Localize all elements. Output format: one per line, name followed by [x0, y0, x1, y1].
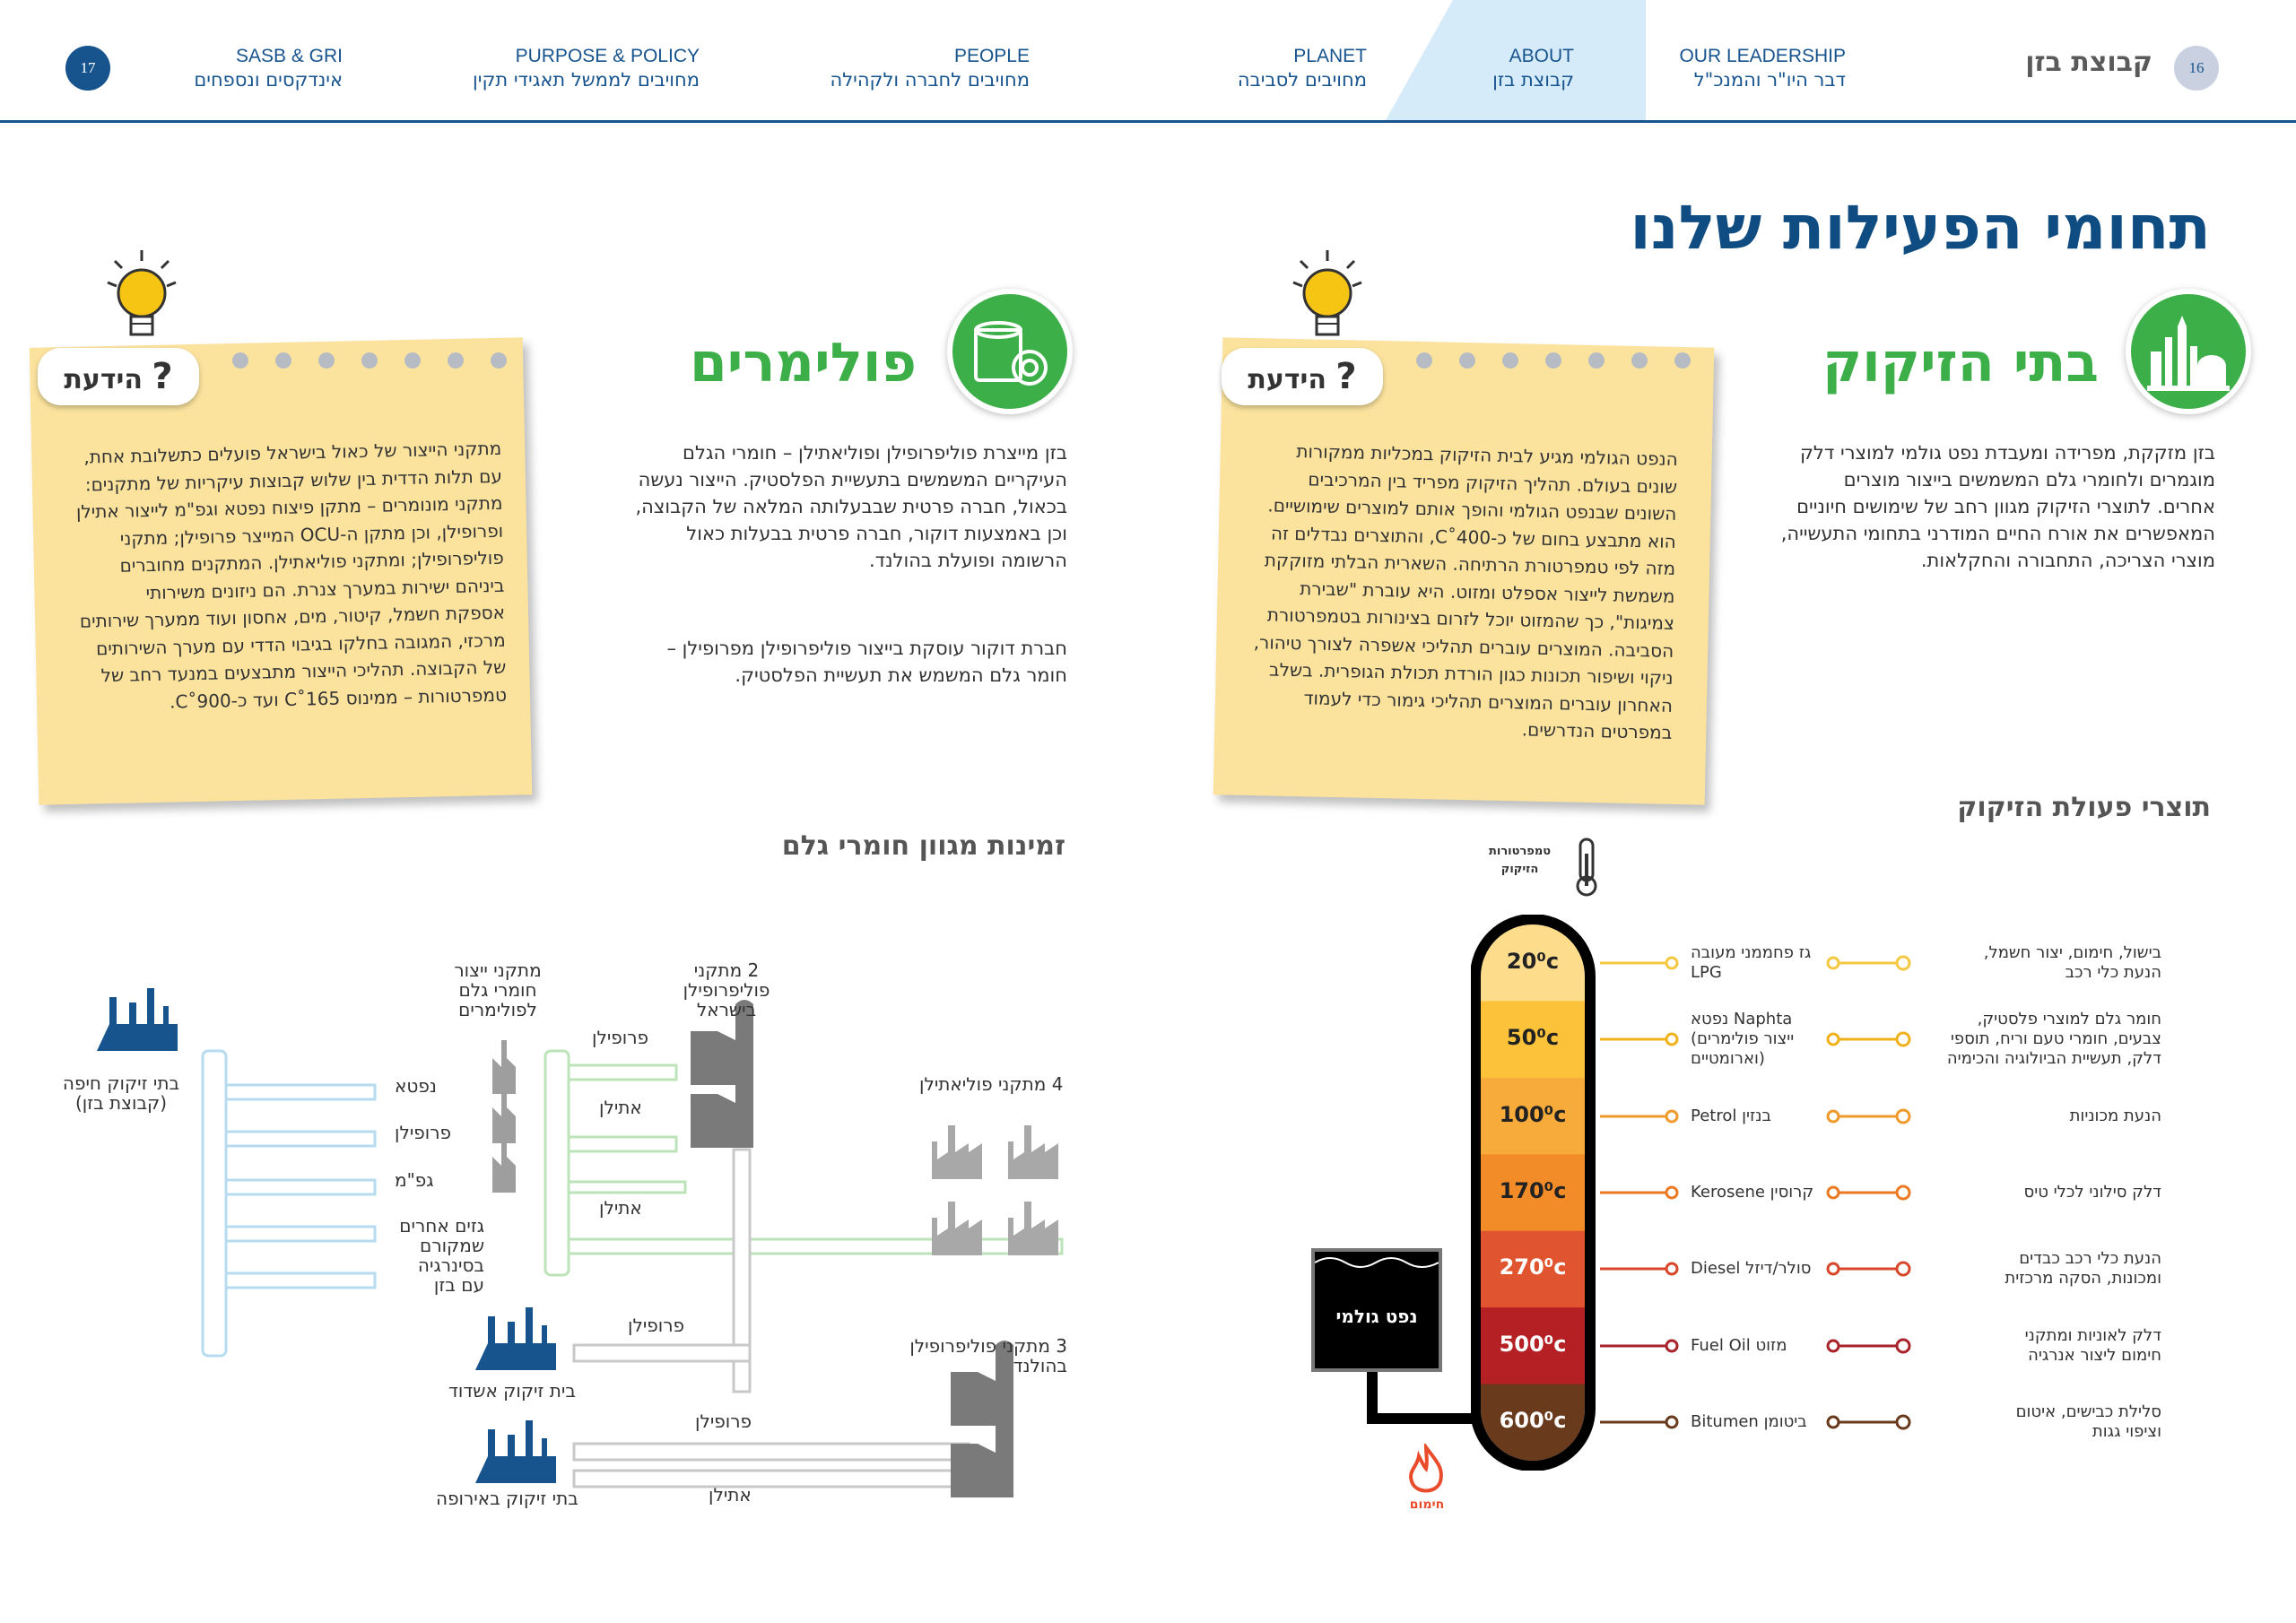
propylene-label: פרופילן	[628, 1315, 685, 1336]
polymer-icon	[947, 289, 1073, 414]
propylene-label: פרופילן	[592, 1027, 649, 1048]
page-number-right: 16	[2174, 46, 2219, 91]
nav-our-leadership[interactable]: OUR LEADERSHIP דבר היו"ר והמנכ"ל	[1679, 46, 1846, 91]
pe-israel-label: 4 מתקני פוליאתילן	[919, 1073, 1064, 1095]
product-name: גז פחממני מעובה LPG	[1691, 942, 1812, 982]
stream-propylene: פרופילן	[395, 1122, 452, 1143]
heating-label: חימום	[1409, 1497, 1445, 1512]
temperature-label: 270⁰c	[1499, 1254, 1567, 1280]
ethylene-label: אתילן	[599, 1197, 642, 1219]
nav-sasb-gri[interactable]: SASB & GRI אינדקסים ונספחים	[194, 46, 343, 91]
ethylene-label: אתילן	[599, 1097, 642, 1118]
lightbulb-icon	[1284, 247, 1370, 354]
did-you-know-badge: ? הידעת	[1222, 348, 1383, 405]
product-uses: דלק סילוני לכלי טיס	[2023, 1183, 2161, 1202]
haifa-refinery-label: בתי זיקוק חיפה (קבוצת בזן)	[62, 1072, 180, 1114]
refineries-title: בתי הזיקוק	[1822, 332, 2099, 395]
temperature-label: 170⁰c	[1499, 1178, 1567, 1203]
polymers-text-2: חברת דוקור עוסקת בייצור פוליפרופילן מפרופילן – חומר גלם המשמש את תעשיית הפלסטיק.	[666, 638, 1067, 686]
stream-lpg: גפ"מ	[395, 1169, 434, 1191]
ashdod-refinery-label: בית זיקוק אשדוד	[448, 1380, 576, 1402]
raw-materials-diagram	[0, 950, 1076, 1542]
product-name: Petrol בנזין	[1691, 1106, 1771, 1125]
temperature-label: 20⁰c	[1506, 948, 1560, 974]
distillation-title: תוצרי פעולת הזיקוק	[1957, 792, 2211, 823]
refinery-icon	[2126, 289, 2251, 414]
polymers-title: פולימרים	[689, 332, 917, 395]
raw-materials-title: זמינות מגוון חומרי גלם	[781, 830, 1065, 862]
crude-oil-tank: נפט גולמי	[1311, 1248, 1442, 1372]
pp-holland-label: 3 מתקני פוליפרופילן בהולנד	[909, 1335, 1067, 1376]
product-uses: הנעת כלי רכב כבדים ומכונות, הסקה מרכזית	[2005, 1249, 2161, 1289]
nav-about[interactable]: ABOUT קבוצת בזן	[1492, 46, 1574, 91]
thermometer-icon	[1570, 836, 1605, 898]
propylene-label: פרופילן	[695, 1410, 752, 1432]
did-you-know-badge: ? הידעת	[38, 348, 199, 405]
pp-israel-label: 2 מתקני פוליפרופילן בישראל	[683, 959, 770, 1020]
temperature-label: 600⁰c	[1499, 1408, 1567, 1434]
refineries-text: בזן מזקקת, מפרידה ומעבדת נפט גולמי למוצרי דלק מוגמרים ולחומרי גלם המשמשים בייצור מוצרים אחרים. לתוצרי הזיקוק מגוון רחב של שימושים חיוניים המאפשרים את אורח החיים המודרני בתחומי התעשייה, מוצרי הצריכה, התחבורה והחקלאות.	[1780, 442, 2215, 571]
stream-other-gases: גזים אחרים שמקורם בסינרגיה עם בזן	[399, 1215, 484, 1296]
product-name: Diesel סולר/דיזל	[1691, 1259, 1812, 1279]
monomer-plants-label: מתקני ייצור חומרי גלם לפולימרים	[454, 959, 542, 1020]
temperature-label: 500⁰c	[1499, 1331, 1567, 1357]
nav-planet[interactable]: PLANET מחויבים לסביבה	[1237, 46, 1367, 91]
page-title: תחומי הפעילות שלנו	[1630, 193, 2211, 264]
product-name: Kerosene קרוסין	[1691, 1183, 1814, 1202]
polymers-text-1: בזן מייצרת פוליפרופילן ופוליאתילן – חומרי הגלם העיקריים המשמשים בתעשיית הפלסטיק. הייצור נעשה בכאול, חברה פרטית שבבעלותה המלאה של הקבוצה, וכן באמצעות דוקור, חברה פרטית בבעלות כאול הרשומה ופועלת בהולנד.	[635, 442, 1067, 571]
ethylene-label: אתילן	[709, 1484, 752, 1506]
flame-icon	[1405, 1444, 1448, 1497]
did-you-know-note-refining: הנפט הגולמי מגיע לבית הזיקוק במכליות ממקורות שונים בעולם. תהליך הזיקוק מפריד בין המרכיבים השונים שבנפט הגולמי והופך אותם למוצרים שימושיים. הוא מתבצע בחום של כ-400˚C, והתוצרים נבדלים זה מזה לפי טמפרטורת הרתיחה. השארית הבלתי מזוקקת משמשת לייצור אספלט ומזוט. היא עוברת "שבירת צמיגות", כך שהמזוט יוכל לזרום בצינורות בטמפרטורת הסביבה. המוצרים עוברים תהליכי אשפרה לצורך טיהור, ניקוי ושיפור תכונות כגון הורדת תכולת הגופרית. בשלב האחרון עוברים המוצרים תהליכי גימור כדי לעמוד במפרטים הנדרשים.	[1213, 337, 1715, 804]
product-name: נפטא Naphta (ייצור פולימרים וארומטיים)	[1691, 1010, 1795, 1069]
thermometer-label: טמפרטורות הזיקוק	[1489, 845, 1552, 876]
top-nav-bar	[0, 0, 2296, 123]
product-uses: בישול, חימום, יצור חשמל, הנעת כלי רכב	[1983, 942, 2161, 982]
temperature-label: 50⁰c	[1506, 1025, 1560, 1051]
nav-purpose-policy[interactable]: PURPOSE & POLICY מחויבים לממשל תאגידי תקין	[473, 46, 700, 91]
stream-naphtha: נפטא	[395, 1075, 437, 1097]
product-uses: חומר גלם למוצרי פלסטיק, צבעים, חומרי טעם וריח, תוספי דלק, תעשיית הביולוגיה והכימיה	[1946, 1010, 2161, 1069]
did-you-know-note-polymers: מתקני הייצור של כאול בישראל פועלים כתשלובת אחת, עם תלות הדדית בין שלוש קבוצות עיקריות של מתקנים: מתקני מונומרים – מתקן פיצוח נפטא וגפ"מ לייצור אתילן ופרופילן, וכן מתקן ה-OCU המייצר פרופילן; מתקני פוליפרופילן; ומתקני פוליאתילן. המתקנים מחוברים ביניהם ישירות במערך צנרת. הם ניזונים משירותי אספקת חשמל, קיטור, מים, אחסון ועוד ממערך שירותים מרכזי, המגובה בחלקו בגיבוי הדדי עם מערך השירותים של הקבוצה. תהליכי הייצור מתבצעים במנעד רחב של טמפרטורות – ממינוס 165˚C ועד כ-900˚C.	[30, 337, 533, 804]
lightbulb-icon	[99, 247, 185, 354]
page-number-left: 17	[65, 46, 110, 91]
brand-name: קבוצת בזן	[2025, 47, 2152, 78]
temperature-label: 100⁰c	[1499, 1101, 1567, 1127]
europe-refineries-label: בתי זיקוק באירופה	[436, 1488, 578, 1509]
product-name: Fuel Oil מזוט	[1691, 1335, 1787, 1355]
product-name: Bitumen ביטומן	[1691, 1412, 1807, 1432]
product-uses: דלק לאוניות ומתקני חימום ליצור אנרגיה	[2024, 1325, 2161, 1365]
nav-people[interactable]: PEOPLE מחויבים לחברה ולקהילה	[830, 46, 1030, 91]
product-uses: הנעת מכוניות	[2069, 1106, 2161, 1125]
product-uses: סלילת כבישים, איטום וציפוי גגות	[2015, 1402, 2161, 1442]
